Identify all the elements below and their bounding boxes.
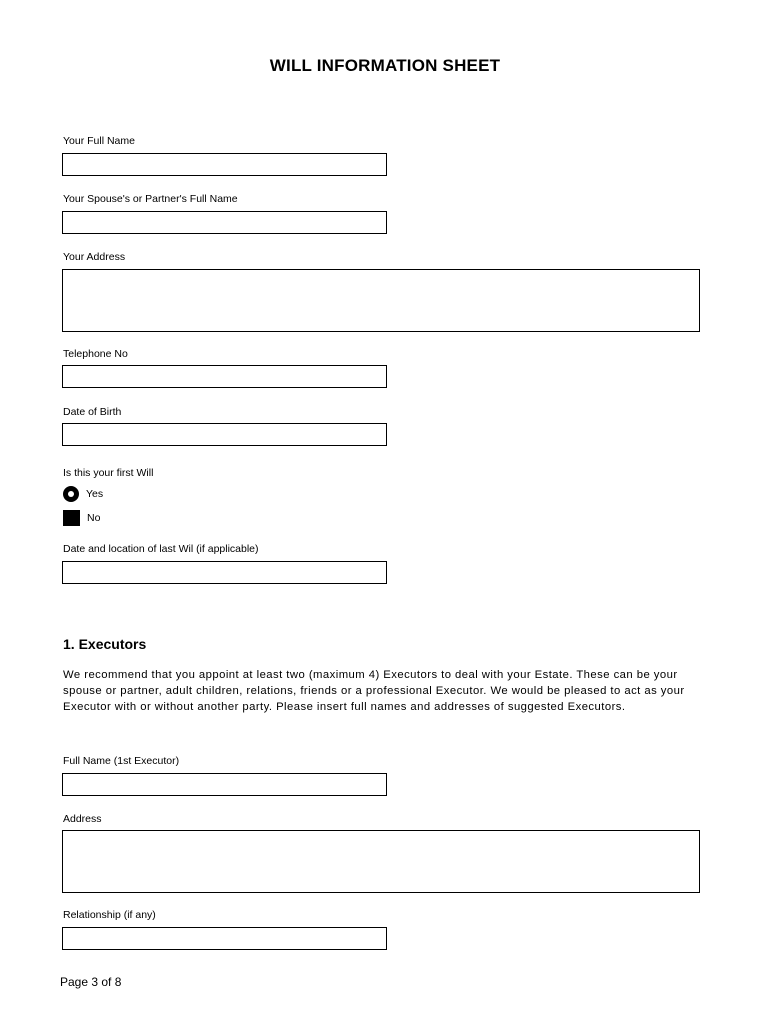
full-name-label: Your Full Name	[63, 135, 135, 147]
executor-address-label: Address	[63, 813, 102, 825]
executors-paragraph: We recommend that you appoint at least two (maximum 4) Executors to deal with your Estate. These can be your spouse or partner, adult children, relations, friends or a professional Executor. We would be pleased to act as your Executor with or without another party. Please insert full names and addresses of suggested Executors.	[63, 669, 685, 714]
first-will-yes-option[interactable]	[63, 486, 103, 502]
page-number: Page 3 of 8	[60, 975, 122, 989]
telephone-label: Telephone No	[63, 348, 128, 360]
full-name-input[interactable]	[62, 153, 387, 176]
executor-relationship-label: Relationship (if any)	[63, 909, 156, 921]
executor-name-input[interactable]	[62, 773, 387, 796]
spouse-name-input[interactable]	[62, 211, 387, 234]
last-will-label: Date and location of last Wil (if applicable)	[63, 543, 259, 555]
address-label: Your Address	[63, 251, 126, 263]
executor-name-label: Full Name (1st Executor)	[63, 755, 180, 767]
radio-selected-icon[interactable]	[63, 486, 79, 502]
executor-address-input[interactable]	[62, 830, 700, 893]
first-will-yes-label: Yes	[86, 488, 104, 500]
first-will-no-option[interactable]	[63, 510, 100, 526]
checkbox-filled-icon[interactable]	[63, 510, 80, 526]
dob-label: Date of Birth	[63, 406, 122, 418]
dob-input[interactable]	[62, 423, 387, 446]
telephone-input[interactable]	[62, 365, 387, 388]
executors-heading: 1. Executors	[63, 636, 147, 652]
first-will-no-label: No	[87, 512, 101, 524]
spouse-name-label: Your Spouse's or Partner's Full Name	[63, 193, 238, 205]
first-will-label: Is this your first Will	[63, 467, 154, 479]
page-title: WILL INFORMATION SHEET	[269, 56, 501, 75]
last-will-input[interactable]	[62, 561, 387, 584]
executor-relationship-input[interactable]	[62, 927, 387, 950]
address-input[interactable]	[62, 269, 700, 332]
